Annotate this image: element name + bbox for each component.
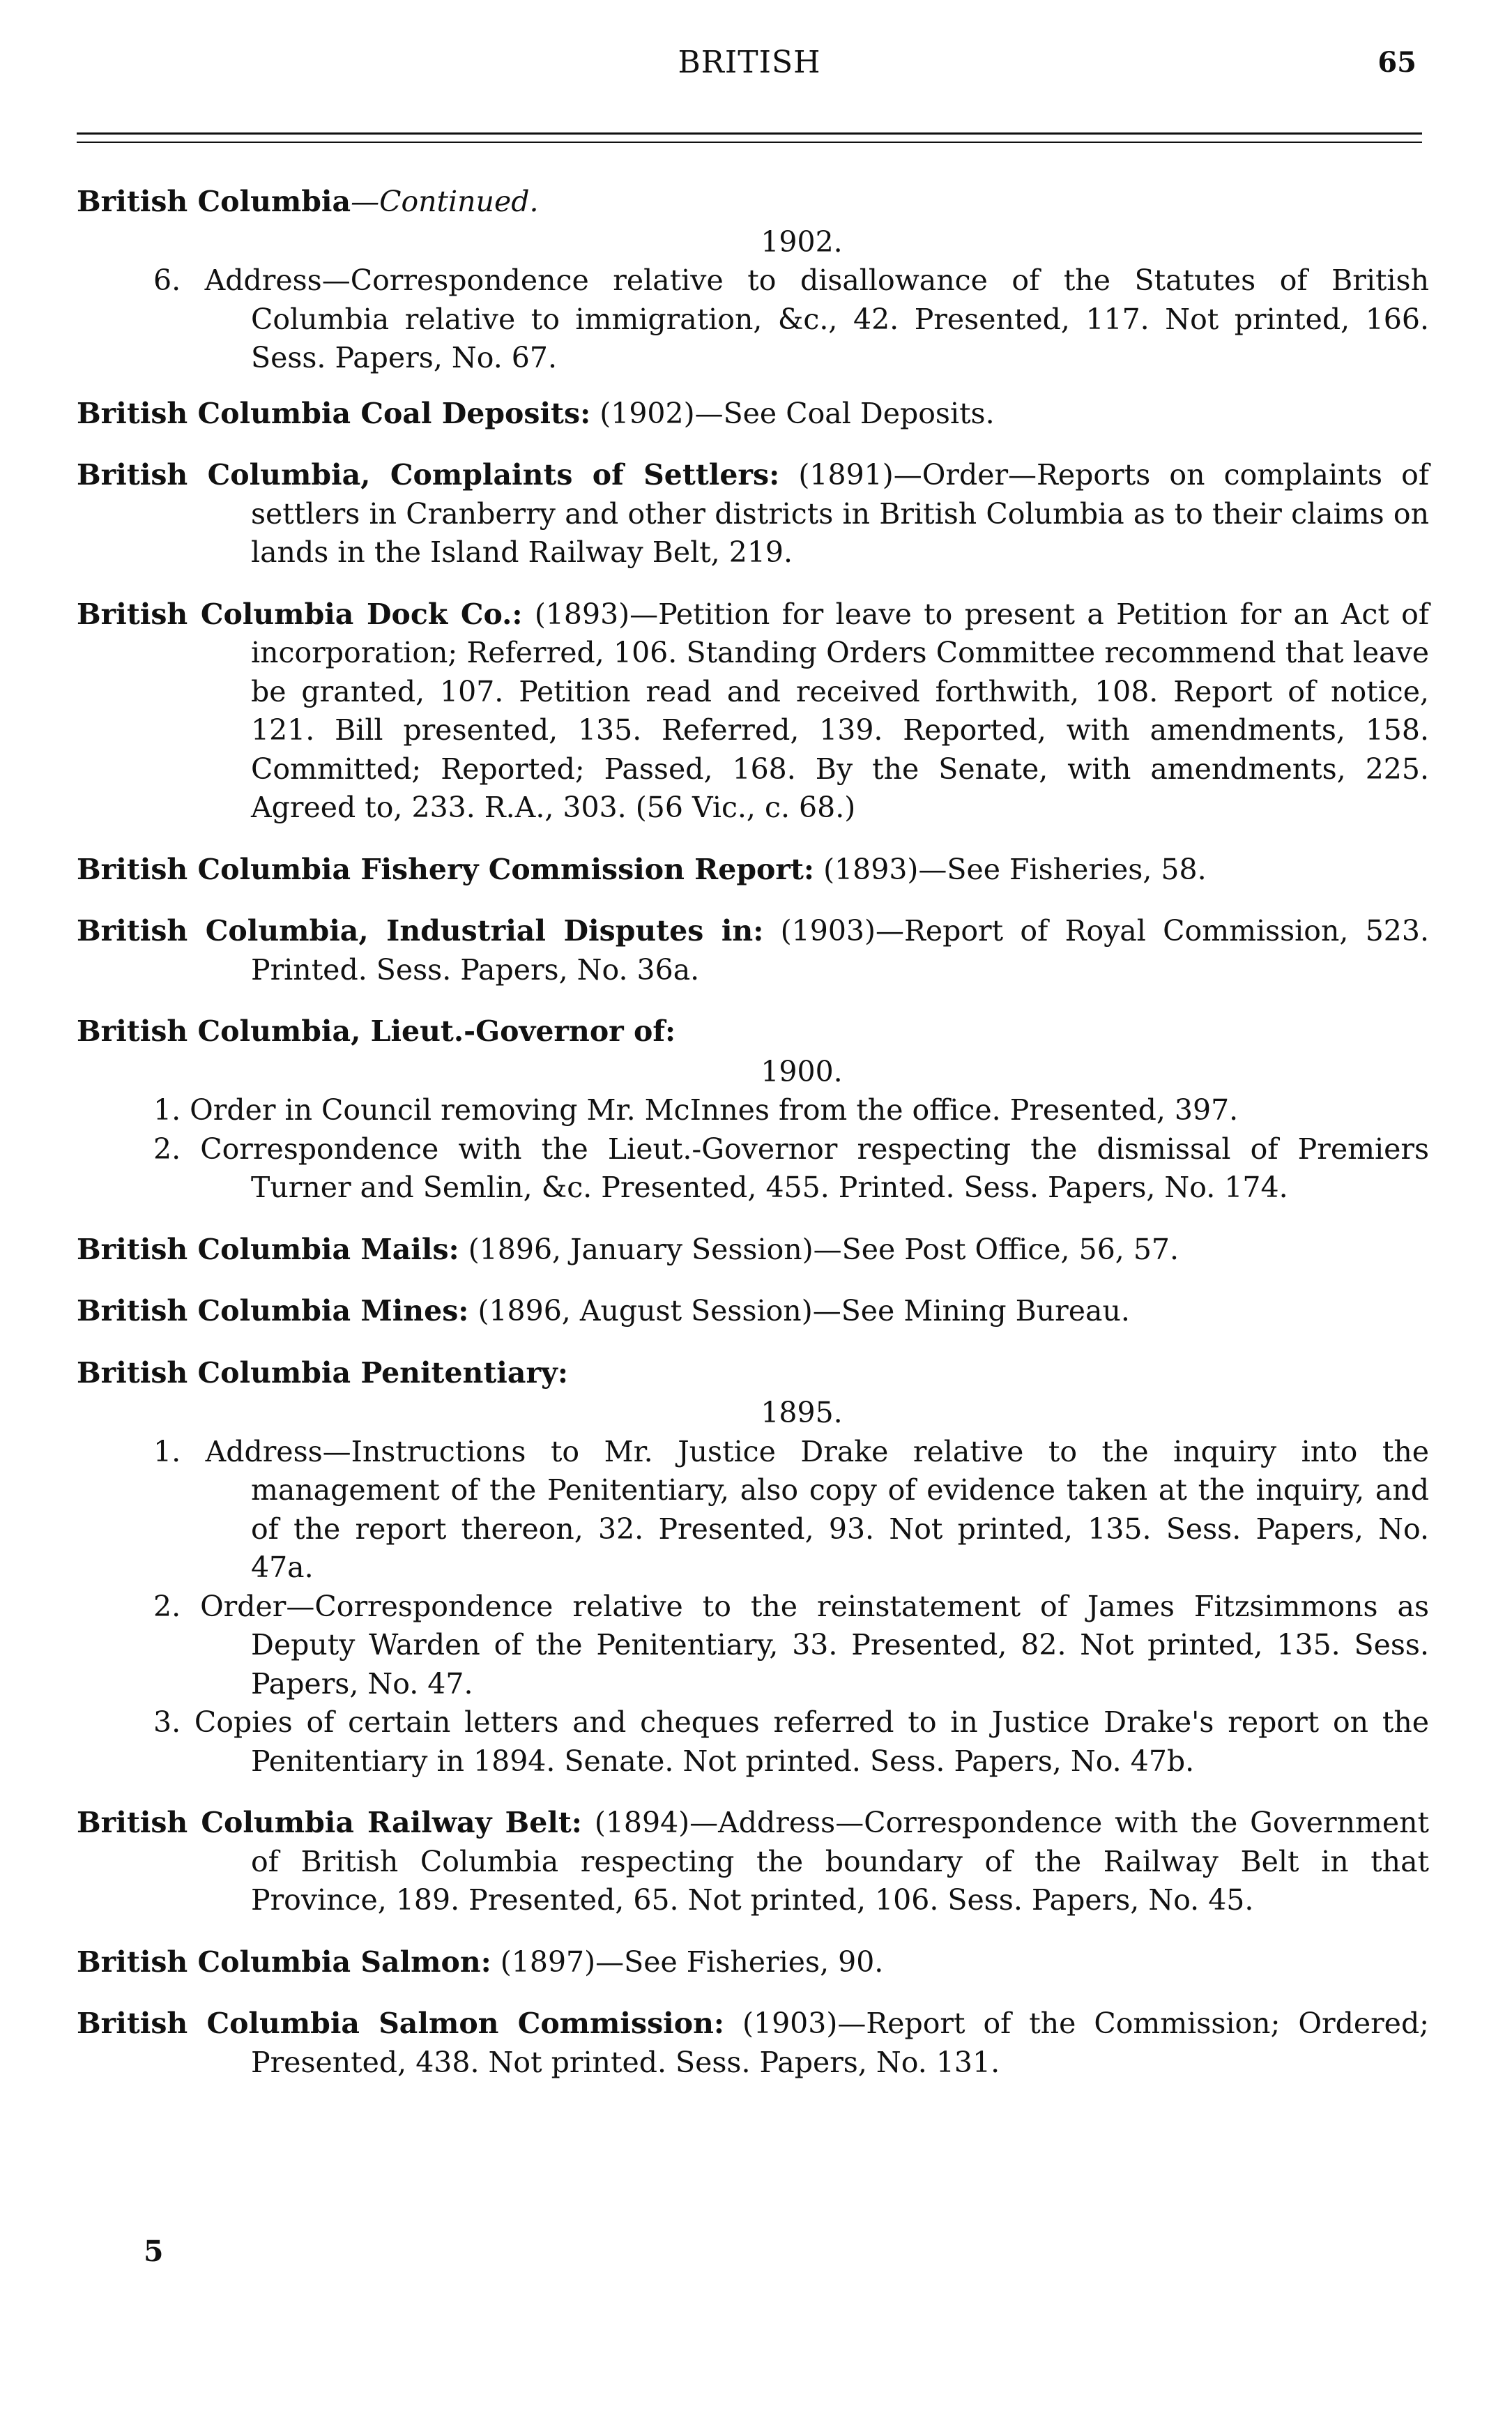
signature-mark: 5 [144,2235,164,2268]
entry-year: 1900. [761,1054,843,1088]
running-title: BRITISH [678,45,821,80]
entry-heading: British Columbia Railway Belt: [77,1806,582,1839]
entry-text: (1894)—Address—Correspondence with the Government of British Columbia respecting the boundary of the Railway Belt in that Province, 189. Presented, 65. Not printed, 106. Sess. Papers, No. 45. [251,1806,1429,1917]
entry-paragraph [77,395,1429,434]
entry-text: (1896, January Session)—See Post Office, 56, 57. [459,1232,1179,1266]
index-entry [77,1012,1429,1208]
index-entries [77,183,1429,2105]
index-entry [77,851,1429,890]
header-rule [77,132,1422,143]
entry-heading-line [77,1354,1429,1393]
entry-text: (1893)—See Fisheries, 58. [814,852,1207,886]
entry-text: (1891)—Order—Reports on complaints of settlers in Cranberry and other districts in British Columbia as to their claims on lands in the Island Railway Belt, 219. [251,458,1429,569]
index-entry [77,1231,1429,1270]
entry-heading-suffix: —Continued. [351,185,539,218]
entry-item: 6. Address—Correspondence relative to disallowance of the Statutes of British Columbia relative to immigration, &c., 42. Presented, 117. Not printed, 166. Sess. Papers, No. 67. [153,264,1429,374]
entry-item: 2. Order—Correspondence relative to the reinstatement of James Fitzsimmons as Deputy Warden of the Penitentiary, 33. Presented, 82. Not printed, 135. Sess. Papers, No. 47. [153,1589,1429,1701]
entry-heading-line [77,183,1429,222]
entry-text: (1903)—Report of the Commission; Ordered; Presented, 438. Not printed. Sess. Papers, No. 131. [251,2007,1429,2079]
entry-paragraph [77,2005,1429,2082]
entry-paragraph [77,1943,1429,1982]
entry-heading: British Columbia Salmon Commission: [77,2007,725,2040]
entry-heading: British Columbia, Industrial Disputes in: [77,914,764,948]
entry-text: (1897)—See Fisheries, 90. [491,1945,884,1979]
index-entry [77,1292,1429,1331]
index-entry [77,395,1429,434]
entry-item: 3. Copies of certain letters and cheques referred to in Justice Drake's report on the Penitentiary in 1894. Senate. Not printed. Sess. Papers, No. 47b. [153,1705,1429,1778]
entry-text: (1902)—See Coal Deposits. [590,396,995,430]
index-entry [77,456,1429,572]
entry-item: 1. Address—Instructions to Mr. Justice Drake relative to the inquiry into the management of the Penitentiary, also copy of evidence taken at the inquiry, and of the report thereon, 32. Presented, 93. Not printed, 135. Sess. Papers, No. 47a. [153,1434,1429,1584]
page-header [77,45,1422,100]
entry-heading: British Columbia Penitentiary: [77,1355,569,1390]
index-entry [77,1804,1429,1920]
entry-text: (1896, August Session)—See Mining Bureau. [468,1294,1130,1328]
entry-year: 1902. [761,225,843,259]
entry-paragraph [77,1292,1429,1331]
entry-heading: British Columbia Mines: [77,1294,469,1328]
entry-heading-line [77,1012,1429,1051]
entry-paragraph [77,1804,1429,1920]
index-entry [77,912,1429,989]
index-entry [77,595,1429,828]
entry-text: (1893)—Petition for leave to present a Petition for an Act of incorporation; Referred, 106. Standing Orders Committee recommend that leave be granted, 107. Petition read and received forthwith, 108. Report of notice, 121. Bill presented, 135. Referred, 139. Reported, with amendments, 158. Committed; Reported; Passed, 168. By the Senate, with amendments, 225. Agreed to, 233. R.A., 303. (56 Vic., c. 68.) [251,597,1429,824]
entry-text: (1903)—Report of Royal Commission, 523. Printed. Sess. Papers, No. 36a. [251,914,1430,987]
entry-item: 2. Correspondence with the Lieut.-Governor respecting the dismissal of Premiers Turner and Semlin, &c. Presented, 455. Printed. Sess. Papers, No. 174. [153,1132,1429,1204]
entry-item: 1. Order in Council removing Mr. McInnes from the office. Presented, 397. [153,1093,1239,1127]
entry-paragraph [77,1231,1429,1270]
entry-paragraph [77,456,1429,572]
page-number: 65 [1377,46,1416,79]
entry-year: 1895. [761,1396,843,1429]
entry-heading: British Columbia Mails: [77,1232,459,1266]
entry-paragraph [77,851,1429,890]
entry-heading: British Columbia Dock Co.: [77,597,523,631]
entry-heading: British Columbia Fishery Commission Report: [77,852,815,886]
index-entry [77,1943,1429,1982]
entry-heading: British Columbia [77,185,351,218]
entry-paragraph [77,595,1429,828]
index-entry [77,2005,1429,2082]
entry-heading: British Columbia Coal Deposits: [77,396,591,430]
index-entry [77,183,1429,378]
entry-heading: British Columbia Salmon: [77,1945,491,1979]
index-entry [77,1354,1429,1781]
entry-paragraph [77,912,1429,989]
entry-heading: British Columbia, Lieut.-Governor of: [77,1014,676,1048]
entry-heading: British Columbia, Complaints of Settlers: [77,458,780,492]
